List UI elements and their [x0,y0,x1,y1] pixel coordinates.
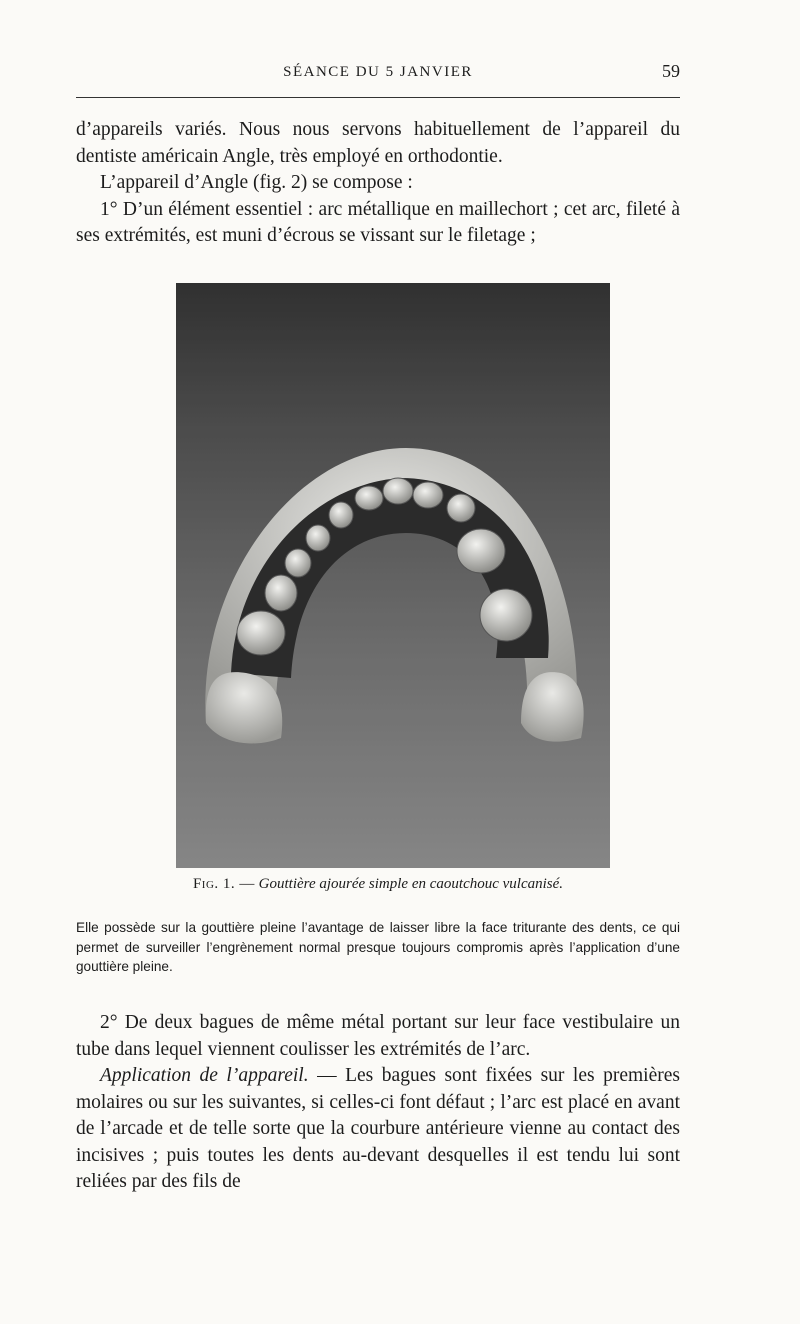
figure-caption [76,876,680,893]
header-rule [76,97,680,98]
figure-label: Fig. 1. — [192,876,255,892]
paragraph-item-2: 2° De deux bagues de même métal portant sur leur face vestibulaire un tube dans lequel viennent coulisser les extrémités de l’arc. [76,1012,680,1060]
running-head: SÉANCE DU 5 JANVIER [283,64,473,80]
paragraph-item-1: 1° D’un élément essentiel : arc métallique en maillechort ; cet arc, fileté à ses extrémités, est muni d’écrous se vissant sur le filetage ; [76,198,680,246]
paragraph-continuation: d’appareils variés. Nous nous servons habituellement de l’appareil du dentiste américain Angle, très employé en orthodontie. [76,119,680,167]
paragraph-angle-intro: L’appareil d’Angle (fig. 2) se compose : [100,172,413,193]
top-text-block [76,117,680,250]
section-heading-application: Application de l’appareil. [100,1065,309,1086]
page-header [76,61,680,94]
bottom-text-block [76,1010,680,1196]
dental-cast-photograph [176,283,610,868]
paragraph-application-text: — Les bagues sont fixées sur les premières molaires ou sur les suivantes, si celles-ci font défaut ; l’arc est placé en avant de l’arcade et de telle sorte que la courbure antérieure vienne au contact des incisives ; puis toutes les dents au-devant desquelles il est tendu lui sont reliées par des fils de [76,1065,680,1192]
figure-title: Gouttière ajourée simple en caoutchouc vulcanisé. [258,876,564,892]
figure-legend [76,918,680,977]
paragraph-application [76,1063,680,1196]
page-number: 59 [662,61,680,81]
figure-legend-text: Elle possède sur la gouttière pleine l’avantage de laisser libre la face triturante des dents, ce qui permet de surveiller l’engrènement normal presque toujours compromis après l’application d’une gouttière pleine. [76,920,680,974]
dental-cast-illustration [176,283,610,868]
